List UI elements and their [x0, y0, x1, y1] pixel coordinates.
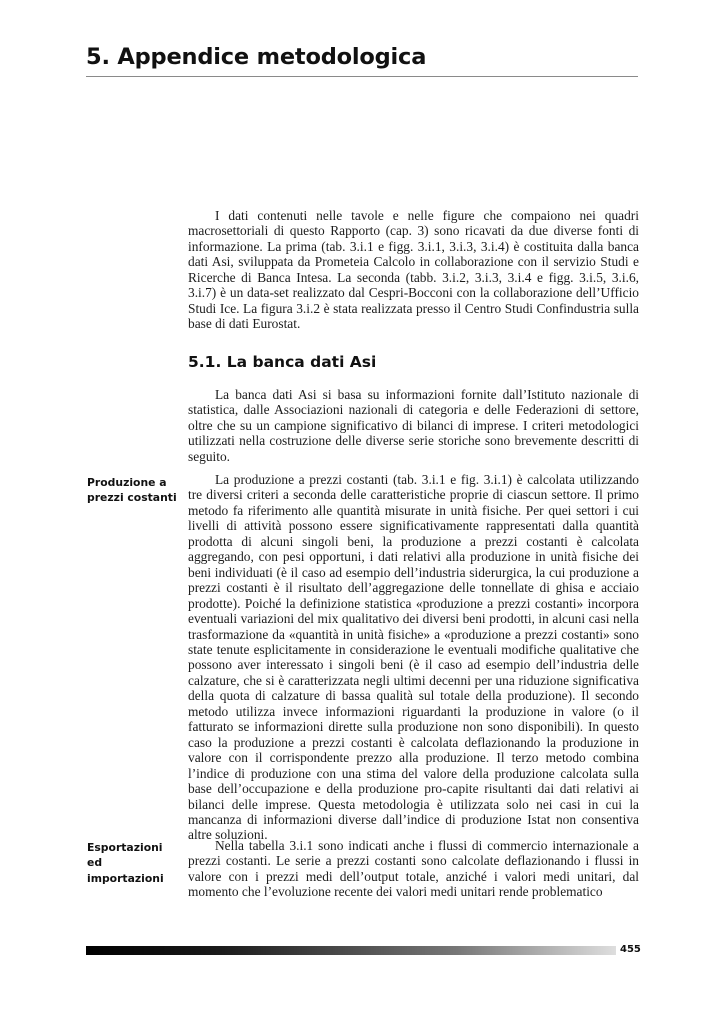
page-number: 455	[620, 944, 641, 955]
esportazioni-paragraph: Nella tabella 3.i.1 sono indicati anche i flussi di commercio internazionale a prezzi costanti. Le serie a prezzi costanti sono calcolate deflazionando i flussi in valore con i prezzi medi dell’output totale, anziché i valori medi unitari, dal momento che l’evoluzione recente dei valori medi unitari rende problematico	[188, 838, 639, 900]
title-rule	[86, 76, 638, 77]
chapter-title: 5. Appendice metodologica	[86, 44, 427, 70]
section-heading: 5.1. La banca dati Asi	[188, 353, 377, 371]
intro-paragraph: I dati contenuti nelle tavole e nelle figure che compaiono nei quadri macrosettoriali di questo Rapporto (cap. 3) sono ricavati da due diverse fonti di informazione. La prima (tab. 3.i.1 e figg. 3.i.1, 3.i.3, 3.i.4) è costituita dalla banca dati Asi, sviluppata da Prometeia Calcolo in collaborazione con il servizio Studi e Ricerche di Banca Intesa. La seconda (tabb. 3.i.2, 3.i.3, 3.i.4 e figg. 3.i.5, 3.i.6, 3.i.7) è un data-set realizzato dal Cespri-Bocconi con la collaborazione dell’Ufficio Studi Ice. La figura 3.i.2 è stata realizzata presso il Centro Studi Confindustria sulla base di dati Eurostat.	[188, 208, 639, 332]
produzione-paragraph: La produzione a prezzi costanti (tab. 3.i.1 e fig. 3.i.1) è calcolata utilizzando tre diversi criteri a seconda delle caratteristiche proprie di ciascun settore. Il primo metodo fa riferimento alle quantità misurate in unità fisiche. Per quei settori i cui livelli di attività possono essere significativamente rappresentati dalla quantità prodotta di alcuni singoli beni, la produzione a prezzi costanti è calcolata aggregando, con pesi opportuni, i dati relativi alla produzione in unità fisiche dei beni individuati (è il caso ad esempio dell’industria siderurgica, la cui produzione a prezzi costanti è il risultato dell’aggregazione delle tonnellate di ghisa e acciaio prodotte). Poiché la definizione statistica «produzione a prezzi costanti» incorpora eventuali variazioni del mix qualitativo dei diversi beni prodotti, in alcuni casi nella trasformazione da «quantità in unità fisiche» a «produzione a prezzi costanti» sono state tenute esplicitamente in considerazione le eventuali modifiche qualitative che possono aver interessato i singoli beni (è il caso ad esempio dell’industria delle calzature, che si è caratterizzata negli ultimi decenni per una riduzione significativa della quota di calzature di bassa qualità sul totale della produzione). Il secondo metodo utilizza invece informazioni riguardanti la produzione in valore (o il fatturato se informazioni dirette sulla produzione non sono disponibili). In questo caso la produzione a prezzi costanti è calcolata deflazionando la produzione in valore con il corrispondente prezzo alla produzione. Il terzo metodo combina l’indice di produzione con una stima del valore della produzione calcolata sulla base dell’occupazione e della produzione pro-capite risultanti dai dati relativi ai bilanci delle imprese. Questa metodologia è utilizzata solo nei casi in cui la mancanza di informazioni diverse dall’indice di produzione Istat non consentiva altre soluzioni.	[188, 472, 639, 843]
footer-gradient-bar	[86, 946, 616, 955]
margin-note-esportazioni: Esportazioni ed importazioni	[87, 841, 164, 885]
margin-note-produzione: Produzione a prezzi costanti	[87, 476, 177, 505]
section-intro-paragraph: La banca dati Asi si basa su informazioni fornite dall’Istituto nazionale di statistica, dalle Associazioni nazionali di categoria e delle Federazioni di settore, oltre che su un campione significativo di bilanci di imprese. I criteri metodologici utilizzati nella costruzione delle diverse serie storiche sono brevemente descritti di seguito.	[188, 387, 639, 464]
